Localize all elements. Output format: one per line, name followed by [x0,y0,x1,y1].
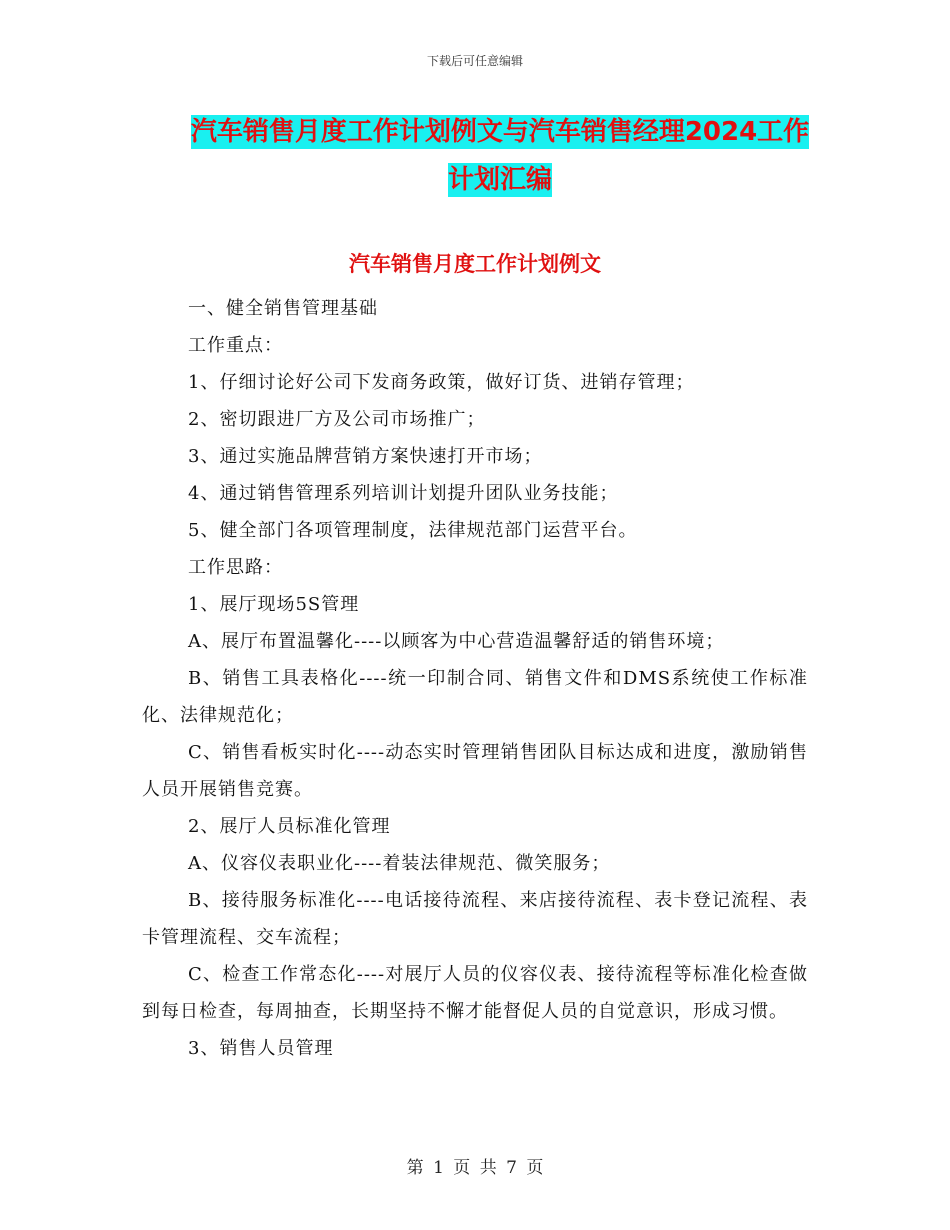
document-body [142,290,808,1067]
list-item: B、接待服务标准化----电话接待流程、来店接待流程、表卡登记流程、表卡管理流程、交车流程； [142,890,808,948]
list-item: 5、健全部门各项管理制度，法律规范部门运营平台。 [188,520,638,541]
list-item: C、检查工作常态化----对展厅人员的仪容仪表、接待流程等标准化检查做到每日检查，每周抽查，长期坚持不懈才能督促人员的自觉意识，形成习惯。 [142,964,808,1022]
list-item: B、销售工具表格化----统一印制合同、销售文件和DMS系统使工作标准化、法律规范化； [142,668,808,726]
subheading-sales-staff-management: 3、销售人员管理 [188,1038,334,1059]
document-title [150,108,850,204]
list-item: 3、通过实施品牌营销方案快速打开市场； [188,446,543,467]
heading-sales-foundation: 一、健全销售管理基础 [188,298,378,319]
list-item: 1、仔细讨论好公司下发商务政策，做好订货、进销存管理； [188,372,695,393]
list-item: C、销售看板实时化----动态实时管理销售团队目标达成和进度，激励销售人员开展销售竞赛。 [142,742,808,800]
list-item: 4、通过销售管理系列培训计划提升团队业务技能； [188,483,619,504]
page-number: 第 1 页 共 7 页 [406,1158,544,1178]
page-header-note: 下载后可任意编辑 [426,54,523,68]
section-title: 汽车销售月度工作计划例文 [349,252,601,276]
document-title-line-2: 计划汇编 [447,165,552,195]
list-item: A、仪容仪表职业化----着装法律规范、微笑服务； [188,853,611,874]
list-item: 2、密切跟进厂方及公司市场推广； [188,409,486,430]
document-title-line-1: 汽车销售月度工作计划例文与汽车销售经理2024工作 [190,117,810,147]
subheading-staff-standardization: 2、展厅人员标准化管理 [188,816,391,837]
label-work-approach: 工作思路： [188,557,283,578]
label-work-focus: 工作重点： [188,335,283,356]
subheading-showroom-5s: 1、展厅现场5S管理 [188,594,360,615]
list-item: A、展厅布置温馨化----以顾客为中心营造温馨舒适的销售环境； [188,631,725,652]
